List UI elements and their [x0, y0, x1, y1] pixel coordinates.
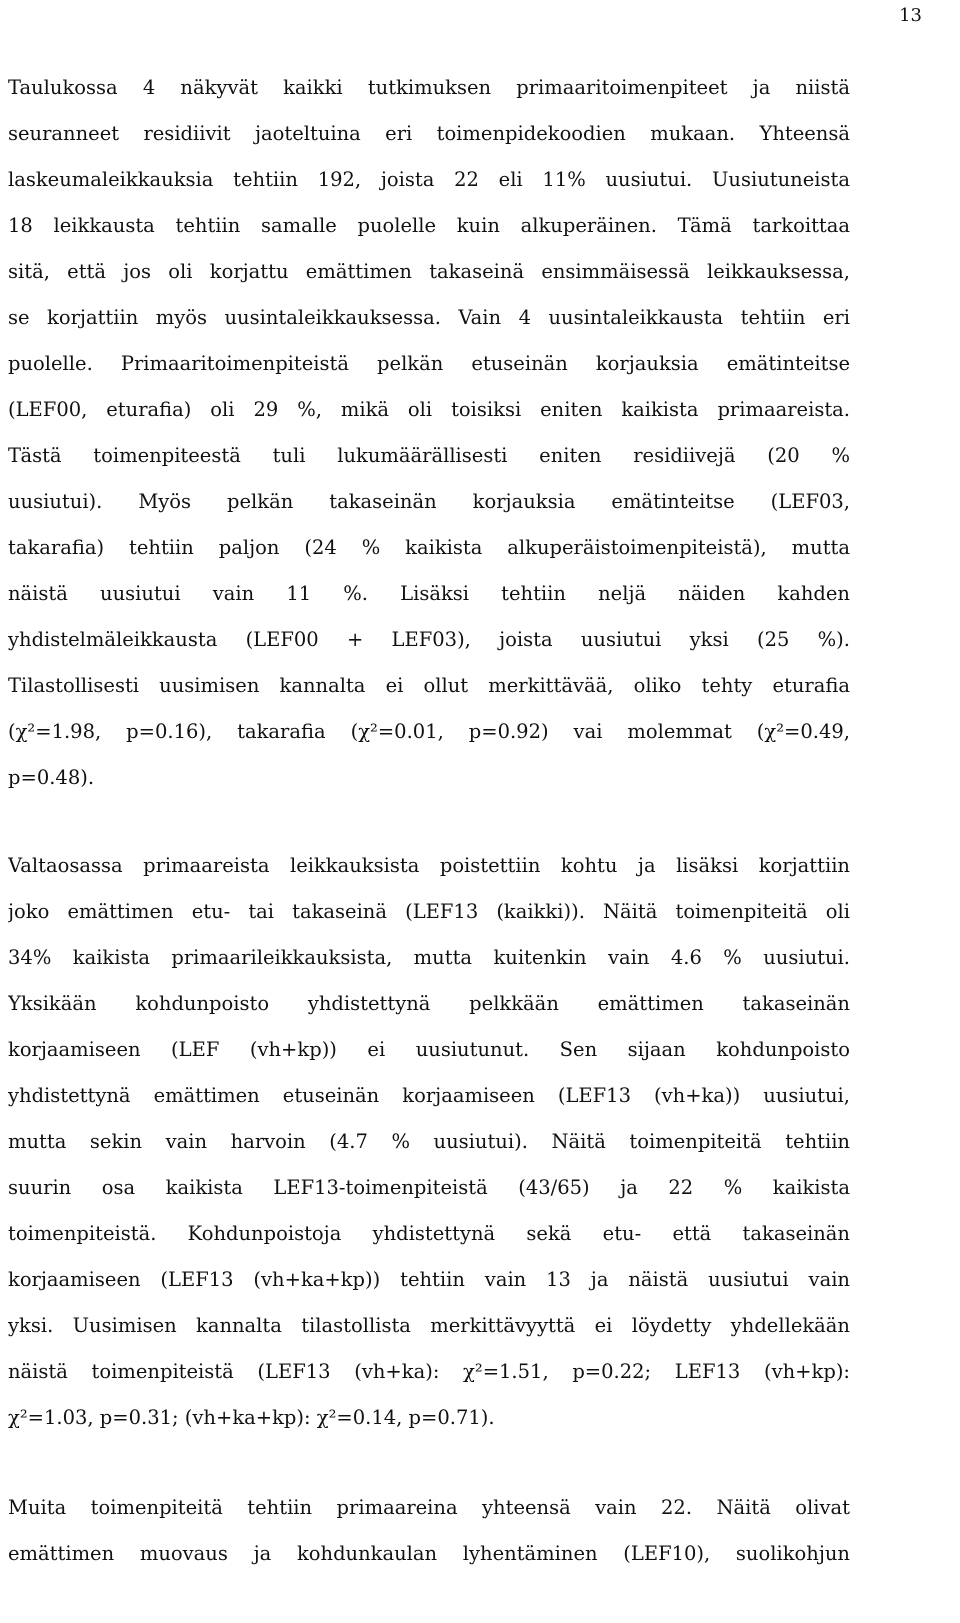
- text-line: puolelle. Primaaritoimenpiteistä pelkän etuseinän korjauksia emätinteitse: [8, 352, 850, 375]
- text-line: korjaamiseen (LEF13 (vh+ka+kp)) tehtiin vain 13 ja näistä uusiutui vain: [8, 1268, 850, 1291]
- text-line: joko emättimen etu- tai takaseinä (LEF13 (kaikki)). Näitä toimenpiteitä oli: [8, 900, 850, 923]
- text-line: yhdistettynä emättimen etuseinän korjaamiseen (LEF13 (vh+ka)) uusiutui,: [8, 1084, 850, 1107]
- text-line: 34% kaikista primaarileikkauksista, mutta kuitenkin vain 4.6 % uusiutui.: [8, 946, 850, 969]
- text-line: Tästä toimenpiteestä tuli lukumäärällisesti eniten residiivejä (20 %: [8, 444, 850, 467]
- text-line: sitä, että jos oli korjattu emättimen takaseinä ensimmäisessä leikkauksessa,: [8, 260, 850, 283]
- text-line: p=0.48).: [8, 766, 95, 789]
- document-body: [8, 65, 850, 1577]
- text-line: laskeumaleikkauksia tehtiin 192, joista 22 eli 11% uusiutui. Uusiutuneista: [8, 168, 850, 191]
- paragraph-spacer: [8, 1441, 850, 1485]
- text-line: Muita toimenpiteitä tehtiin primaareina yhteensä vain 22. Näitä olivat: [8, 1496, 850, 1519]
- text-line: suurin osa kaikista LEF13-toimenpiteistä (43/65) ja 22 % kaikista: [8, 1176, 850, 1199]
- text-line: mutta sekin vain harvoin (4.7 % uusiutui). Näitä toimenpiteitä tehtiin: [8, 1130, 850, 1153]
- text-line: (LEF00, eturafia) oli 29 %, mikä oli toisiksi eniten kaikista primaareista.: [8, 398, 850, 421]
- text-line: näistä toimenpiteistä (LEF13 (vh+ka): χ²=1.51, p=0.22; LEF13 (vh+kp):: [8, 1360, 850, 1383]
- paragraph-3: [8, 1485, 850, 1577]
- page-number: 13: [899, 5, 922, 26]
- text-line: Yksikään kohdunpoisto yhdistettynä pelkkään emättimen takaseinän: [8, 992, 850, 1015]
- text-line: takarafia) tehtiin paljon (24 % kaikista alkuperäistoimenpiteistä), mutta: [8, 536, 850, 559]
- text-line: Valtaosassa primaareista leikkauksista poistettiin kohtu ja lisäksi korjattiin: [8, 854, 850, 877]
- paragraph-1: [8, 65, 850, 801]
- paragraph-spacer: [8, 801, 850, 843]
- text-line: se korjattiin myös uusintaleikkauksessa. Vain 4 uusintaleikkausta tehtiin eri: [8, 306, 850, 329]
- text-line: yhdistelmäleikkausta (LEF00 + LEF03), joista uusiutui yksi (25 %).: [8, 628, 850, 651]
- text-line: näistä uusiutui vain 11 %. Lisäksi tehtiin neljä näiden kahden: [8, 582, 850, 605]
- text-line: χ²=1.03, p=0.31; (vh+ka+kp): χ²=0.14, p=0.71).: [8, 1406, 495, 1429]
- text-line: yksi. Uusimisen kannalta tilastollista merkittävyyttä ei löydetty yhdellekään: [8, 1314, 850, 1337]
- text-line: (χ²=1.98, p=0.16), takarafia (χ²=0.01, p=0.92) vai molemmat (χ²=0.49,: [8, 720, 850, 743]
- text-line: uusiutui). Myös pelkän takaseinän korjauksia emätinteitse (LEF03,: [8, 490, 850, 513]
- text-line: Taulukossa 4 näkyvät kaikki tutkimuksen primaaritoimenpiteet ja niistä: [8, 76, 850, 99]
- text-line: korjaamiseen (LEF (vh+kp)) ei uusiutunut. Sen sijaan kohdunpoisto: [8, 1038, 850, 1061]
- text-line: Tilastollisesti uusimisen kannalta ei ollut merkittävää, oliko tehty eturafia: [8, 674, 850, 697]
- text-line: emättimen muovaus ja kohdunkaulan lyhentäminen (LEF10), suolikohjun: [8, 1542, 850, 1565]
- paragraph-2: [8, 843, 850, 1441]
- text-line: seuranneet residiivit jaoteltuina eri toimenpidekoodien mukaan. Yhteensä: [8, 122, 850, 145]
- text-line: 18 leikkausta tehtiin samalle puolelle kuin alkuperäinen. Tämä tarkoittaa: [8, 214, 850, 237]
- text-line: toimenpiteistä. Kohdunpoistoja yhdistettynä sekä etu- että takaseinän: [8, 1222, 850, 1245]
